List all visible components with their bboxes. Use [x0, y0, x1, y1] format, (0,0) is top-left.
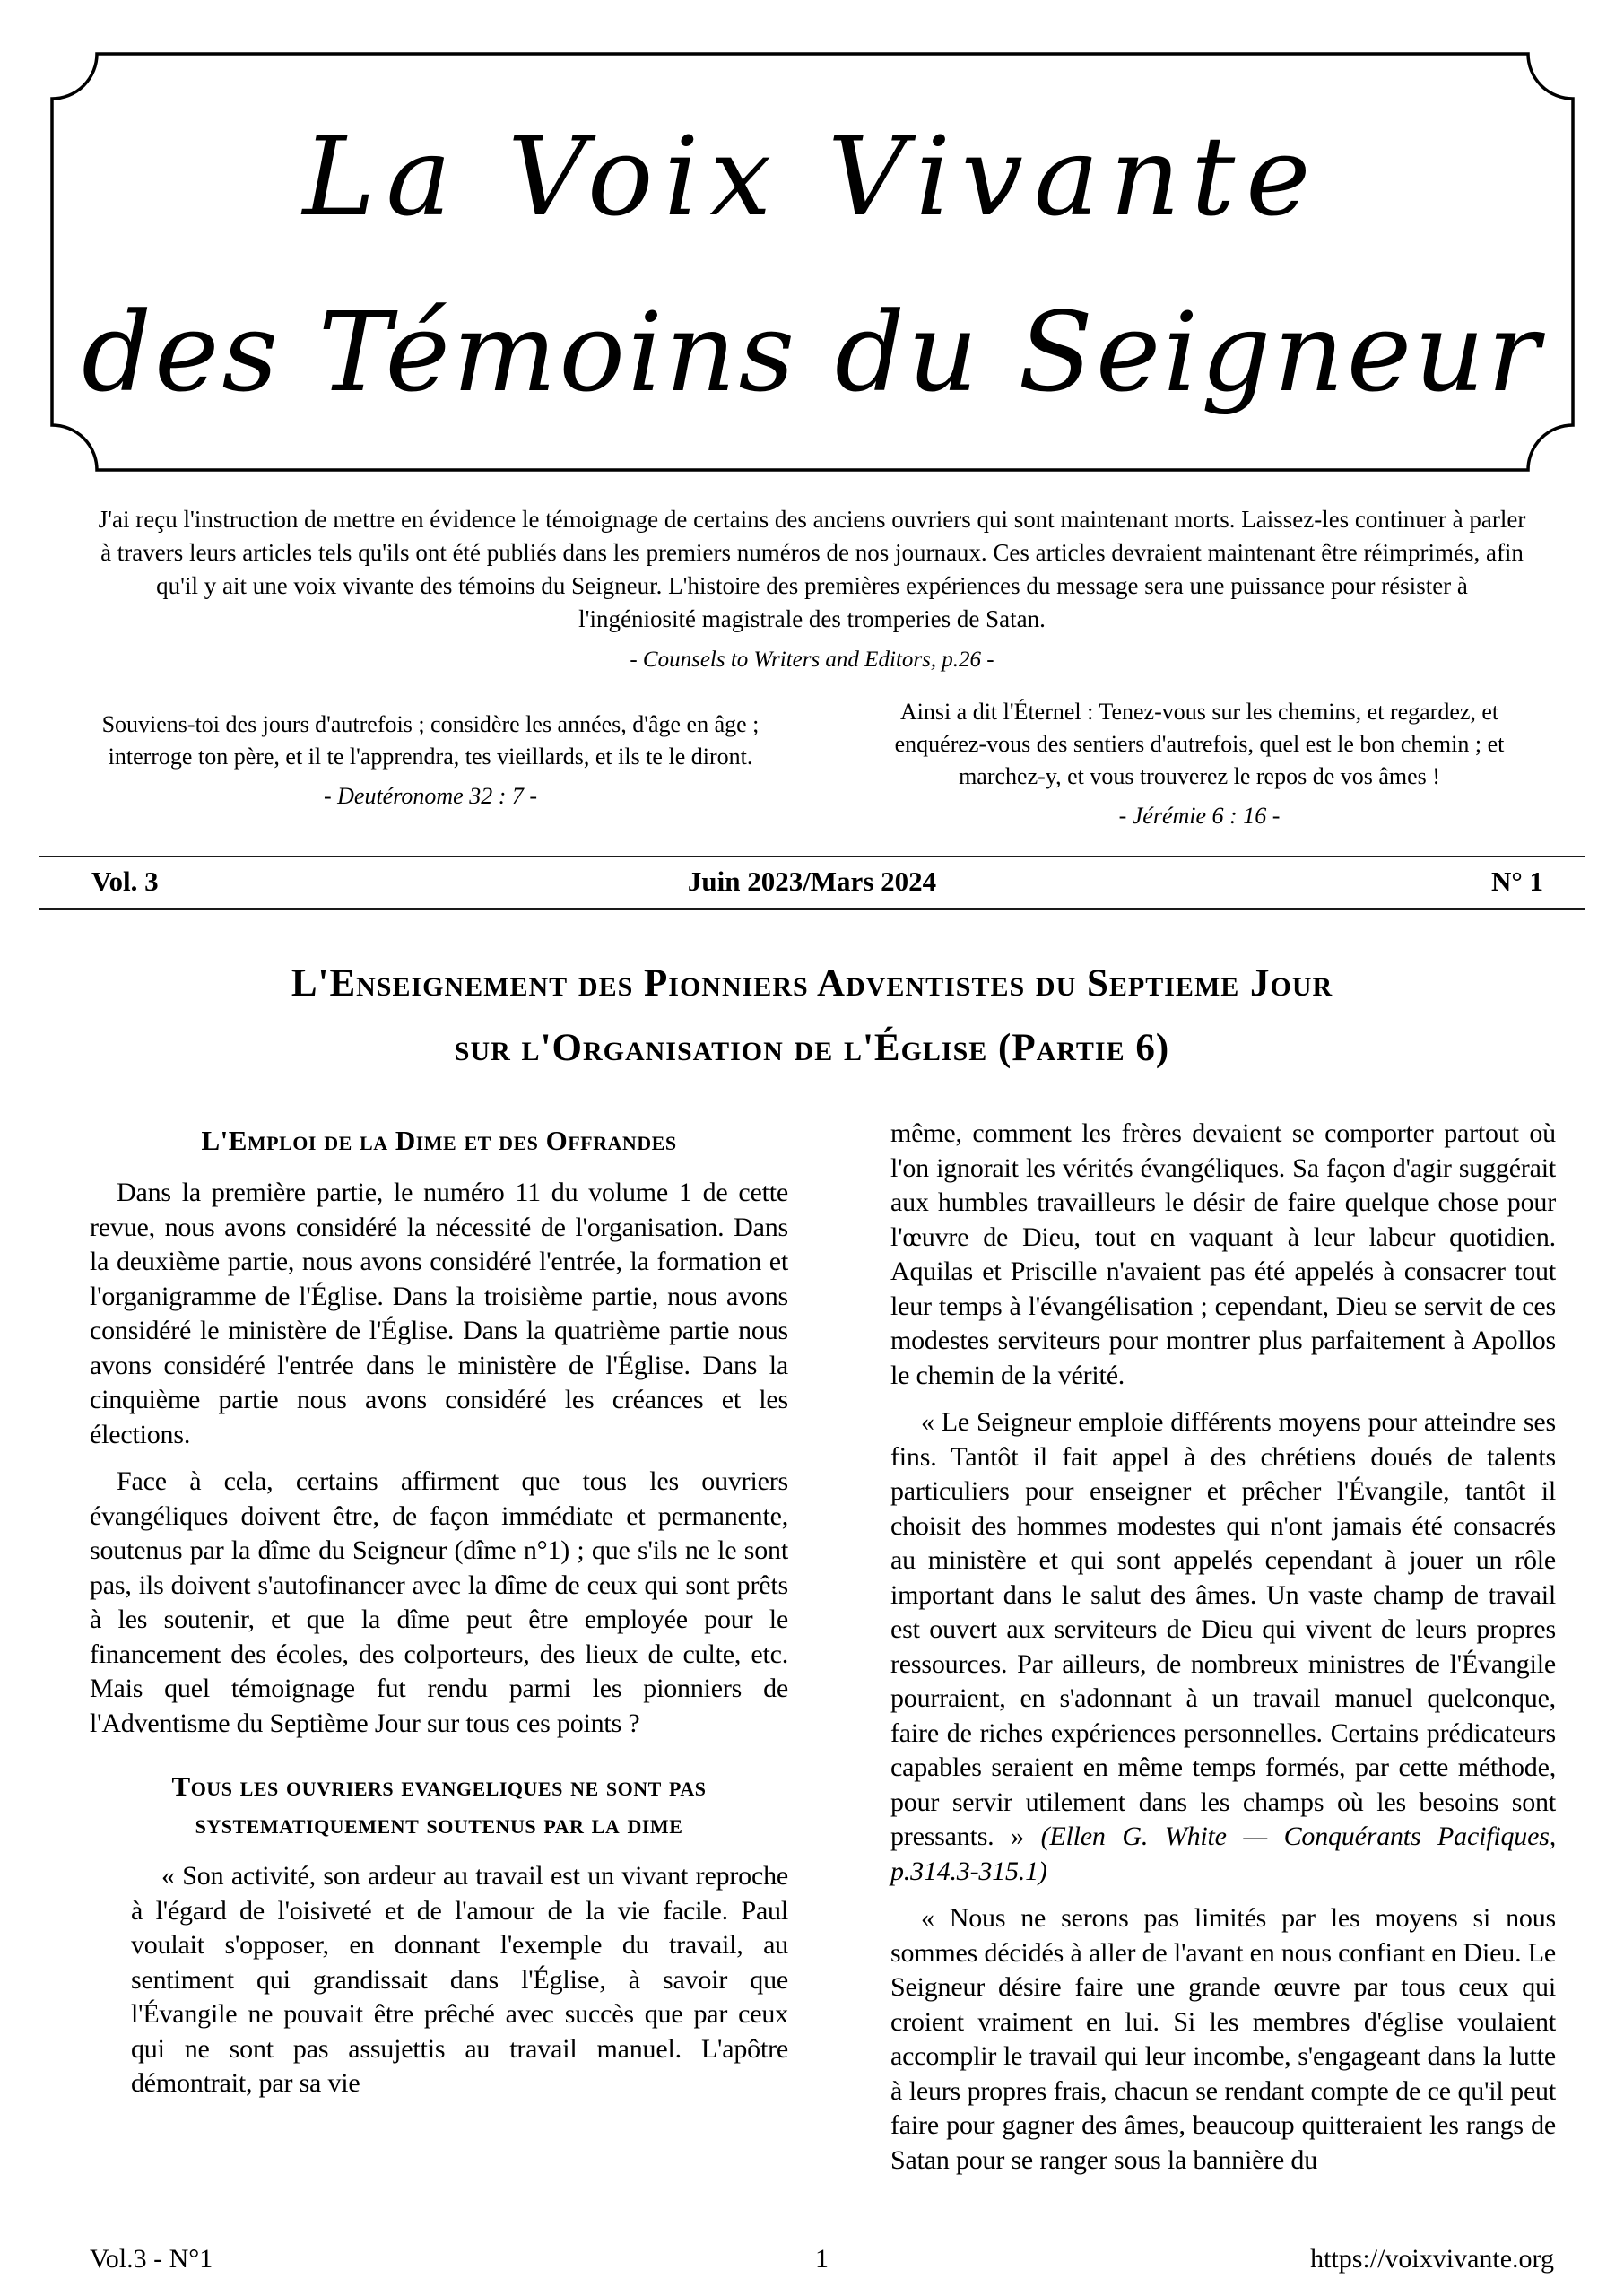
quote-son-activite: « Son activité, son ardeur au travail est un vivant reproche à l'égard de l'oisiveté et de l'amour de la vie facile. Paul voulait s'opposer, en donnant l'exemple du travail, au sentiment qui grandissait dans l'Église, à savoir que l'Évangile ne pouvait être prêché avec succès que par ceux qui ne sont pas assujettis au travail manuel. L'apôtre démontrait, par sa vie	[131, 1861, 788, 2098]
verse-jeremie	[852, 696, 1547, 832]
masthead-title	[49, 51, 1576, 473]
issue-bar	[39, 856, 1585, 910]
article-title	[0, 952, 1624, 1081]
verse-deuteronome-source: - Deutéronome 32 : 7 -	[323, 783, 538, 809]
verse-deuteronome-text: Souviens-toi des jours d'autrefois ; considère les années, d'âge en âge ; interroge ton père, et il te l'apprendra, tes vieillards, et ils te le diront.	[101, 711, 760, 770]
footer-issue: Vol.3 - N°1	[90, 2244, 213, 2274]
paragraph-intro-parts: Dans la première partie, le numéro 11 du volume 1 de cette revue, nous avons considéré la nécessité de l'organisation. Dans la deuxième partie, nous avons considéré l'entrée, la formation et l'organigramme de l'Église. Dans la troisième partie, nous avons considéré le ministère de l'Église. Dans la quatrième partie nous avons considéré l'entrée dans le ministère de l'Église. Dans la cinquième partie nous avons considéré les créances et les élections.	[90, 1178, 788, 1449]
article-title-line1: L'Enseignement des Pionniers Adventistes du Septieme Jour	[291, 962, 1333, 1004]
article-body	[90, 1117, 1624, 2190]
issue-volume: Vol. 3	[91, 865, 159, 897]
right-column	[838, 1117, 1556, 2190]
epigraph-text: J'ai reçu l'instruction de mettre en évidence le témoignage de certains des anciens ouvriers qui sont maintenant morts. Laissez-les continuer à parler à travers leurs articles tels qu'ils ont été publiés dans les premiers numéros de nos journaux. Ces articles devraient maintenant être réimprimés, afin qu'il y ait une voix vivante des témoins du Seigneur. L'histoire des premières expériences du message sera une puissance pour résister à l'ingéniosité magistrale des tromperies de Satan.	[98, 506, 1526, 632]
footer-page-number: 1	[815, 2244, 829, 2274]
left-column	[90, 1117, 788, 2190]
verse-jeremie-text: Ainsi a dit l'Éternel : Tenez-vous sur les chemins, et regardez, et enquérez-vous des sentiers d'autrefois, quel est le bon chemin ; et marchez-y, et vous trouverez le repos de vos âmes !	[894, 699, 1505, 789]
verse-deuteronome	[67, 696, 794, 832]
section-heading-ouvriers-evangeliques: Tous les ouvriers evangeliques ne sont pas systematiquement soutenus par la dime	[171, 1770, 707, 1839]
article-title-line2: sur l'Organisation de l'Église (Partie 6)	[454, 1027, 1170, 1069]
epigraph	[95, 503, 1530, 676]
masthead-title-line2: des Témoins du Seigneur	[82, 289, 1542, 416]
verses-row	[67, 696, 1547, 832]
quote-son-activite-continued: même, comment les frères devaient se comporter partout où l'on ignorait les vérités évangéliques. Sa façon d'agir suggérait aux humbles travailleurs le désir de faire quelque chose pour l'œuvre de Dieu, tout en vaquant à leur labeur quotidien. Aquilas et Priscille n'avaient pas été appelés à consacrer tout leur temps à l'évangélisation ; cependant, Dieu se servit de ces modestes serviteurs pour montrer plus parfaitement à Apollos le chemin de la vérité.	[890, 1118, 1556, 1390]
paragraph-face-a-cela: Face à cela, certains affirment que tous les ouvriers évangéliques doivent être, de façon immédiate et permanente, soutenus par la dîme du Seigneur (dîme n°1) ; que s'ils ne le sont pas, ils doivent s'autofinancer avec la dîme de ceux qui sont prêts à les soutenir, et que la dîme peut être employée pour le financement des écoles, des colporteurs, des lieux de culte, etc. Mais quel témoignage fut rendu parmi les pionniers de l'Adventisme du Septième Jour sur tous ces points ?	[90, 1466, 788, 1738]
masthead	[49, 51, 1576, 473]
quote-nous-ne-serons: « Nous ne serons pas limités par les moyens si nous sommes décidés à aller de l'avant en nous confiant en Dieu. Le Seigneur désire faire une grande œuvre par tous ceux qui croient vraiment en lui. Si les membres d'église voulaient accomplir le travail qui leur incombe, s'engageant dans la lutte à leurs propres frais, chacun se rendant compte de ce qu'il peut faire pour gagner des âmes, beaucoup quitteraient les rangs de Satan pour se ranger sous la bannière du	[890, 1903, 1556, 2175]
footer-website-url[interactable]: https://voixvivante.org	[1310, 2244, 1554, 2274]
masthead-title-line1: La Voix Vivante	[302, 113, 1322, 240]
section-heading-emploi-dime: L'Emploi de la Dime et des Offrandes	[201, 1125, 677, 1156]
quote-citation-egw: (Ellen G. White — Conquérants Pacifiques, p.314.3-315.1)	[890, 1822, 1556, 1886]
epigraph-source: - Counsels to Writers and Editors, p.26 -	[630, 648, 994, 672]
page-footer	[90, 2244, 1554, 2274]
quote-le-seigneur-emploie	[890, 1405, 1556, 1889]
quote-le-seigneur-text: « Le Seigneur emploie différents moyens pour atteindre ses fins. Tantôt il fait appel à des chrétiens doués de talents particuliers pour enseigner et prêcher l'Évangile, tantôt il choisit des hommes modestes qui n'ont jamais été consacrés au ministère et qui sont appelés cependant à jouer un rôle important dans le salut des âmes. Un vaste champ de travail est ouvert aux serviteurs de Dieu qui vivent de leurs propres ressources. Par ailleurs, de nombreux ministres de l'Évangile pourraient, en s'adonnant à un travail manuel quelconque, faire de riches expériences personnelles. Certains prédicateurs capables seraient en même temps formés, par cette méthode, pour servir utilement dans les champs où les besoins sont pressants. »	[890, 1407, 1556, 1851]
verse-jeremie-source: - Jérémie 6 : 16 -	[1118, 803, 1281, 829]
issue-number: N° 1	[1490, 865, 1543, 897]
issue-period: Juin 2023/Mars 2024	[687, 865, 937, 897]
